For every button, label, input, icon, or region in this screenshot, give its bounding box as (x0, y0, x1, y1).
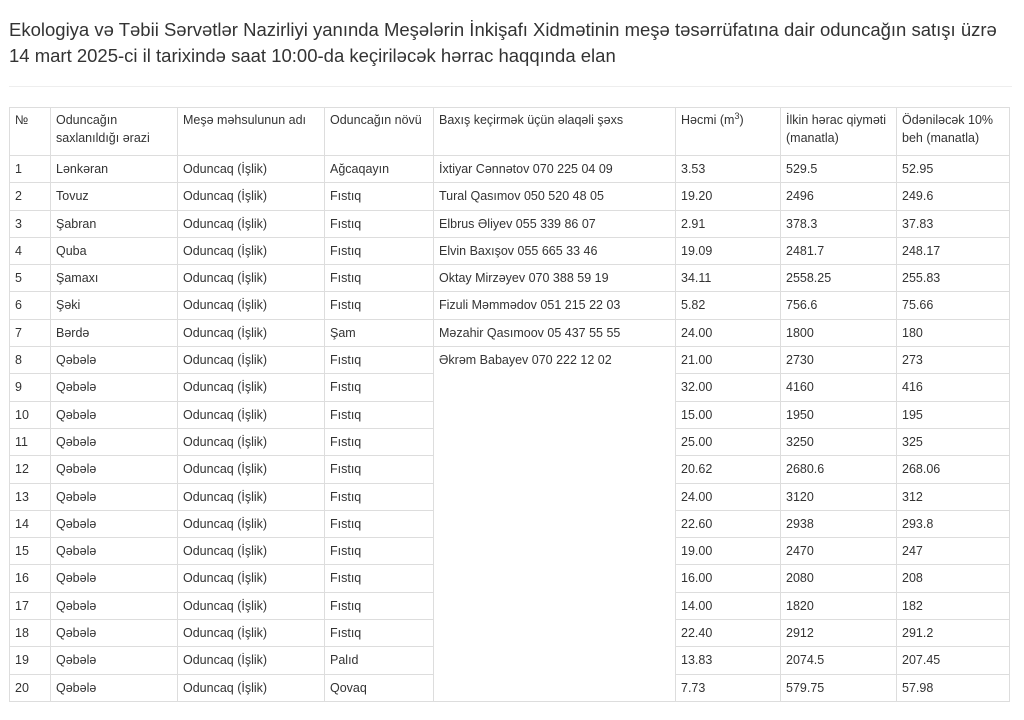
table-row (10, 237, 1010, 264)
table-row (10, 183, 1010, 210)
cell-no: 7 (10, 319, 51, 346)
cell-product-name: Oduncaq (İşlik) (178, 538, 325, 565)
cell-storage-area: Qəbələ (51, 510, 178, 537)
cell-deposit: 75.66 (897, 292, 1010, 319)
header-volume-sup: 3 (734, 110, 740, 121)
cell-deposit: 255.83 (897, 265, 1010, 292)
cell-wood-type: Şam (325, 319, 434, 346)
header-wood-type: Oduncağın növü (325, 108, 434, 156)
cell-start-price: 2080 (781, 565, 897, 592)
cell-product-name: Oduncaq (İşlik) (178, 237, 325, 264)
cell-volume: 16.00 (676, 565, 781, 592)
cell-volume: 34.11 (676, 265, 781, 292)
cell-contact-person: Tural Qasımov 050 520 48 05 (434, 183, 676, 210)
cell-product-name: Oduncaq (İşlik) (178, 456, 325, 483)
cell-storage-area: Qəbələ (51, 483, 178, 510)
cell-deposit: 325 (897, 428, 1010, 455)
header-deposit: Ödəniləcək 10% beh (manatla) (897, 108, 1010, 156)
cell-deposit: 312 (897, 483, 1010, 510)
cell-start-price: 3120 (781, 483, 897, 510)
cell-storage-area: Tovuz (51, 183, 178, 210)
cell-volume: 22.60 (676, 510, 781, 537)
cell-product-name: Oduncaq (İşlik) (178, 210, 325, 237)
cell-storage-area: Bərdə (51, 319, 178, 346)
cell-product-name: Oduncaq (İşlik) (178, 565, 325, 592)
cell-no: 6 (10, 292, 51, 319)
cell-volume: 5.82 (676, 292, 781, 319)
cell-no: 18 (10, 620, 51, 647)
cell-start-price: 2680.6 (781, 456, 897, 483)
cell-start-price: 2481.7 (781, 237, 897, 264)
cell-deposit: 416 (897, 374, 1010, 401)
table-row (10, 319, 1010, 346)
cell-wood-type: Fıstıq (325, 456, 434, 483)
cell-product-name: Oduncaq (İşlik) (178, 483, 325, 510)
cell-storage-area: Qəbələ (51, 456, 178, 483)
cell-wood-type: Fıstıq (325, 483, 434, 510)
cell-start-price: 1800 (781, 319, 897, 346)
cell-storage-area: Qəbələ (51, 647, 178, 674)
cell-deposit: 273 (897, 347, 1010, 374)
table-row (10, 265, 1010, 292)
cell-volume: 7.73 (676, 674, 781, 701)
cell-start-price: 2730 (781, 347, 897, 374)
cell-contact-person: Oktay Mirzəyev 070 388 59 19 (434, 265, 676, 292)
header-volume (676, 108, 781, 156)
cell-start-price: 3250 (781, 428, 897, 455)
cell-volume: 32.00 (676, 374, 781, 401)
cell-deposit: 57.98 (897, 674, 1010, 701)
header-start-price: İlkin hərac qiyməti (manatla) (781, 108, 897, 156)
cell-storage-area: Quba (51, 237, 178, 264)
cell-start-price: 756.6 (781, 292, 897, 319)
cell-storage-area: Qəbələ (51, 347, 178, 374)
cell-volume: 20.62 (676, 456, 781, 483)
cell-start-price: 4160 (781, 374, 897, 401)
cell-no: 2 (10, 183, 51, 210)
cell-start-price: 378.3 (781, 210, 897, 237)
cell-no: 16 (10, 565, 51, 592)
header-contact-person: Baxış keçirmək üçün əlaqəli şəxs (434, 108, 676, 156)
cell-no: 19 (10, 647, 51, 674)
cell-start-price: 2558.25 (781, 265, 897, 292)
cell-storage-area: Qəbələ (51, 401, 178, 428)
cell-product-name: Oduncaq (İşlik) (178, 592, 325, 619)
cell-start-price: 1820 (781, 592, 897, 619)
cell-no: 4 (10, 237, 51, 264)
header-volume-suffix: ) (739, 113, 744, 127)
cell-wood-type: Fıstıq (325, 183, 434, 210)
cell-volume: 21.00 (676, 347, 781, 374)
cell-deposit: 268.06 (897, 456, 1010, 483)
cell-wood-type: Fıstıq (325, 292, 434, 319)
title-divider (9, 86, 1012, 87)
cell-no: 11 (10, 428, 51, 455)
cell-deposit: 182 (897, 592, 1010, 619)
cell-volume: 24.00 (676, 319, 781, 346)
cell-deposit: 180 (897, 319, 1010, 346)
cell-no: 8 (10, 347, 51, 374)
cell-volume: 2.91 (676, 210, 781, 237)
cell-product-name: Oduncaq (İşlik) (178, 265, 325, 292)
cell-no: 1 (10, 156, 51, 183)
header-storage-area: Oduncağın saxlanıldığı ərazi (51, 108, 178, 156)
cell-volume: 19.20 (676, 183, 781, 210)
cell-start-price: 579.75 (781, 674, 897, 701)
auction-table (9, 107, 1010, 702)
cell-wood-type: Fıstıq (325, 565, 434, 592)
table-body (10, 156, 1010, 702)
cell-deposit: 37.83 (897, 210, 1010, 237)
cell-product-name: Oduncaq (İşlik) (178, 620, 325, 647)
cell-no: 13 (10, 483, 51, 510)
cell-no: 12 (10, 456, 51, 483)
table-row (10, 210, 1010, 237)
cell-volume: 25.00 (676, 428, 781, 455)
table-row (10, 292, 1010, 319)
cell-wood-type: Fıstıq (325, 265, 434, 292)
cell-storage-area: Qəbələ (51, 538, 178, 565)
cell-contact-person: Elvin Baxışov 055 665 33 46 (434, 237, 676, 264)
cell-deposit: 207.45 (897, 647, 1010, 674)
page-title: Ekologiya və Təbii Sərvətlər Nazirliyi yanında Meşələrin İnkişafı Xidmətinin meşə təsərrüfatına dair oduncağın satışı üzrə 14 mart 2025-ci il tarixində saat 10:00-da keçiriləcək hərrac haqqında elan (9, 19, 997, 66)
cell-wood-type: Qovaq (325, 674, 434, 701)
cell-deposit: 248.17 (897, 237, 1010, 264)
cell-no: 5 (10, 265, 51, 292)
cell-deposit: 52.95 (897, 156, 1010, 183)
cell-start-price: 2938 (781, 510, 897, 537)
cell-no: 10 (10, 401, 51, 428)
cell-storage-area: Qəbələ (51, 428, 178, 455)
cell-deposit: 208 (897, 565, 1010, 592)
cell-volume: 19.00 (676, 538, 781, 565)
cell-volume: 14.00 (676, 592, 781, 619)
cell-storage-area: Lənkəran (51, 156, 178, 183)
cell-contact-person: Fizuli Məmmədov 051 215 22 03 (434, 292, 676, 319)
cell-deposit: 249.6 (897, 183, 1010, 210)
cell-wood-type: Fıstıq (325, 538, 434, 565)
cell-volume: 22.40 (676, 620, 781, 647)
cell-volume: 13.83 (676, 647, 781, 674)
cell-contact-person: Elbrus Əliyev 055 339 86 07 (434, 210, 676, 237)
cell-volume: 3.53 (676, 156, 781, 183)
cell-wood-type: Fıstıq (325, 347, 434, 374)
cell-deposit: 195 (897, 401, 1010, 428)
cell-product-name: Oduncaq (İşlik) (178, 183, 325, 210)
cell-wood-type: Ağcaqayın (325, 156, 434, 183)
cell-volume: 24.00 (676, 483, 781, 510)
cell-deposit: 291.2 (897, 620, 1010, 647)
cell-product-name: Oduncaq (İşlik) (178, 674, 325, 701)
cell-product-name: Oduncaq (İşlik) (178, 428, 325, 455)
cell-start-price: 529.5 (781, 156, 897, 183)
cell-storage-area: Qəbələ (51, 374, 178, 401)
cell-wood-type: Fıstıq (325, 428, 434, 455)
cell-product-name: Oduncaq (İşlik) (178, 347, 325, 374)
cell-no: 14 (10, 510, 51, 537)
cell-start-price: 2496 (781, 183, 897, 210)
cell-volume: 19.09 (676, 237, 781, 264)
cell-storage-area: Qəbələ (51, 674, 178, 701)
cell-storage-area: Şamaxı (51, 265, 178, 292)
cell-wood-type: Palıd (325, 647, 434, 674)
cell-start-price: 2074.5 (781, 647, 897, 674)
cell-no: 20 (10, 674, 51, 701)
header-volume-prefix: Həcmi (m (681, 113, 735, 127)
cell-wood-type: Fıstıq (325, 237, 434, 264)
cell-no: 3 (10, 210, 51, 237)
table-row (10, 347, 1010, 374)
cell-wood-type: Fıstıq (325, 510, 434, 537)
cell-wood-type: Fıstıq (325, 401, 434, 428)
cell-product-name: Oduncaq (İşlik) (178, 401, 325, 428)
cell-contact-person: Məzahir Qasımoov 05 437 55 55 (434, 319, 676, 346)
cell-deposit: 293.8 (897, 510, 1010, 537)
cell-storage-area: Qəbələ (51, 565, 178, 592)
cell-wood-type: Fıstıq (325, 620, 434, 647)
cell-product-name: Oduncaq (İşlik) (178, 647, 325, 674)
cell-product-name: Oduncaq (İşlik) (178, 319, 325, 346)
cell-no: 17 (10, 592, 51, 619)
table-header-row (10, 108, 1010, 156)
cell-start-price: 2912 (781, 620, 897, 647)
header-no: № (10, 108, 51, 156)
cell-start-price: 1950 (781, 401, 897, 428)
cell-product-name: Oduncaq (İşlik) (178, 374, 325, 401)
cell-product-name: Oduncaq (İşlik) (178, 510, 325, 537)
cell-storage-area: Qəbələ (51, 620, 178, 647)
cell-contact-person: Əkrəm Babayev 070 222 12 02 (434, 347, 676, 702)
cell-no: 15 (10, 538, 51, 565)
cell-wood-type: Fıstıq (325, 592, 434, 619)
cell-wood-type: Fıstıq (325, 210, 434, 237)
cell-contact-person: İxtiyar Cənnətov 070 225 04 09 (434, 156, 676, 183)
cell-storage-area: Qəbələ (51, 592, 178, 619)
cell-deposit: 247 (897, 538, 1010, 565)
header-product-name: Meşə məhsulunun adı (178, 108, 325, 156)
cell-wood-type: Fıstıq (325, 374, 434, 401)
cell-start-price: 2470 (781, 538, 897, 565)
cell-volume: 15.00 (676, 401, 781, 428)
cell-storage-area: Şabran (51, 210, 178, 237)
cell-product-name: Oduncaq (İşlik) (178, 156, 325, 183)
table-row (10, 156, 1010, 183)
cell-storage-area: Şəki (51, 292, 178, 319)
cell-no: 9 (10, 374, 51, 401)
cell-product-name: Oduncaq (İşlik) (178, 292, 325, 319)
